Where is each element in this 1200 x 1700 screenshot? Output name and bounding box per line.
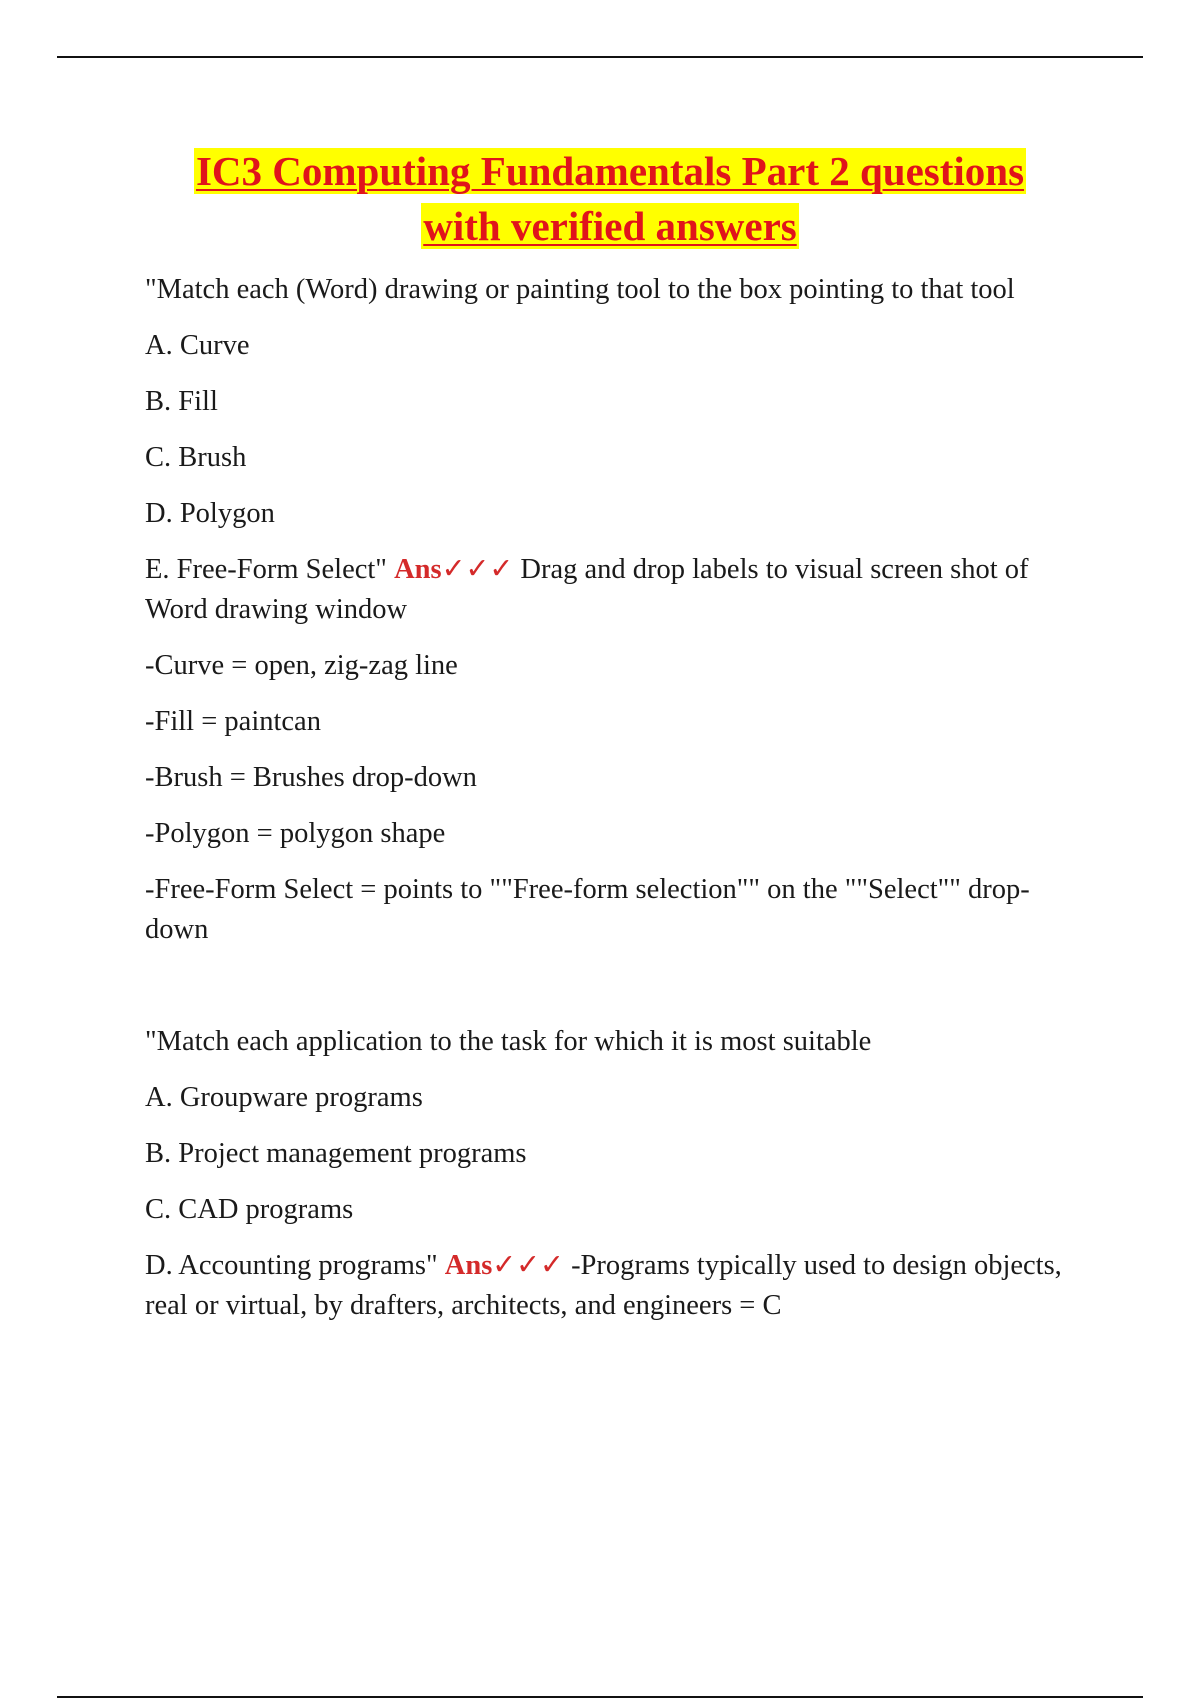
- q2-option-b: B. Project management programs: [145, 1138, 527, 1169]
- q2-option-a: A. Groupware programs: [145, 1082, 423, 1113]
- document-title: [130, 144, 1090, 254]
- q1-option-b: B. Fill: [145, 386, 218, 417]
- q1-answer-freeform: -Free-Form Select = points to ""Free-form selection"" on the ""Select"" drop-down: [145, 874, 1030, 945]
- q1-answer-polygon: -Polygon = polygon shape: [145, 818, 446, 849]
- q2-option-d: D. Accounting programs": [145, 1250, 438, 1281]
- q1-option-c: C. Brush: [145, 442, 247, 473]
- section-spacer: [145, 966, 1090, 1022]
- document-body: [145, 270, 1090, 1342]
- title-line-2: with verified answers: [423, 203, 797, 249]
- q1-answer-brush: -Brush = Brushes drop-down: [145, 762, 477, 793]
- q2-ans-label: Ans: [444, 1250, 493, 1281]
- q2-check-icons: ✓✓✓: [492, 1250, 564, 1281]
- q1-question: "Match each (Word) drawing or painting tool to the box pointing to that tool: [145, 274, 1015, 305]
- q1-answer-curve: -Curve = open, zig-zag line: [145, 650, 458, 681]
- q1-answer-text: Drag and drop labels to visual screen shot of Word drawing window: [145, 554, 1029, 625]
- bottom-rule: [57, 1696, 1143, 1698]
- q2-option-d-with-answer: [145, 1246, 1090, 1326]
- q1-option-e: E. Free-Form Select": [145, 554, 387, 585]
- q1-option-d: D. Polygon: [145, 498, 275, 529]
- q1-check-icons: ✓✓✓: [441, 554, 514, 585]
- q2-option-c: C. CAD programs: [145, 1194, 354, 1225]
- q2-question: "Match each application to the task for which it is most suitable: [145, 1026, 872, 1057]
- q1-option-e-with-answer: [145, 550, 1090, 630]
- q1-answer-fill: -Fill = paintcan: [145, 706, 321, 737]
- q1-option-a: A. Curve: [145, 330, 250, 361]
- title-line-1: IC3 Computing Fundamentals Part 2 questions: [195, 148, 1025, 194]
- top-rule: [57, 56, 1143, 58]
- q1-ans-label: Ans: [394, 554, 442, 585]
- q2-answer-text: -Programs typically used to design objects, real or virtual, by drafters, architects, and engineers = C: [145, 1250, 1062, 1321]
